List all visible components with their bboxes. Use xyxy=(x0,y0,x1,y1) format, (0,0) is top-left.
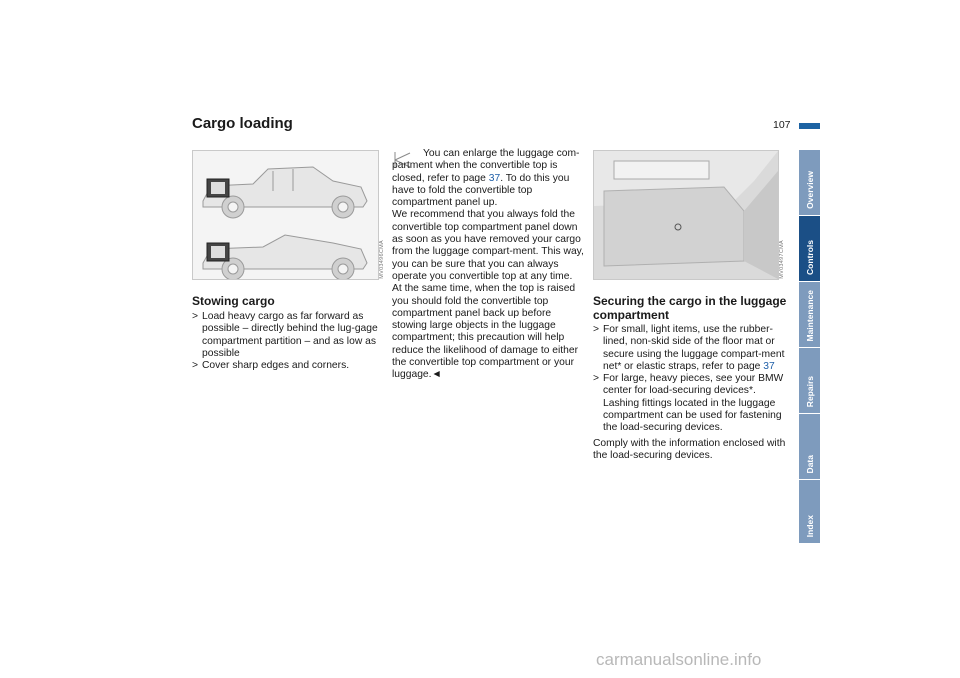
tab-label: Controls xyxy=(804,240,815,275)
note-text: At the same time, when the top is raised you should fold the convertible top compartment panel back up before stowing large objects in the luggage compartment; this precaution will help reduce the likelihood of damage to either the convertible top compartment or your luggage. xyxy=(392,283,579,381)
car-cargo-figure xyxy=(192,150,379,280)
closing-paragraph: Comply with the information enclosed with the load-securing devices. xyxy=(593,437,786,461)
trunk-illustration xyxy=(594,151,778,279)
note-paragraph: We recommend that you always fold the convertible top compartment panel down as soon as you have removed your cargo from the luggage compart-ment. This way, you can be sure that you can always operate you convertible top at any time. xyxy=(392,209,584,282)
bullet-marker: > xyxy=(593,373,600,385)
tab-label: Maintenance xyxy=(804,289,815,341)
tab-label: Data xyxy=(804,454,815,473)
securing-cargo-list xyxy=(593,324,788,462)
list-item xyxy=(192,311,382,360)
bullet-text: For small, light items, use the rubber-lined, non-skid side of the floor mat or secure using the luggage compart-ment net* or elastic straps, refer to page xyxy=(603,324,785,372)
note-paragraph xyxy=(392,148,587,209)
footer-watermark: carmanualsonline.info xyxy=(596,650,762,669)
bullet-marker: > xyxy=(192,360,199,372)
bullet-text: For large, heavy pieces, see your BMW center for load-securing devices*. Lashing fittings located in the luggage compartment can be used for fastening the load-securing devices. xyxy=(603,373,784,434)
bullet-text: Cover sharp edges and corners. xyxy=(202,360,350,372)
note-paragraph xyxy=(392,283,587,381)
tab-label: Overview xyxy=(804,171,815,209)
tab-data[interactable] xyxy=(799,414,820,480)
bullet-marker: > xyxy=(593,324,600,335)
tab-maintenance[interactable] xyxy=(799,282,820,348)
figure-code: MV03496CMA xyxy=(379,240,385,279)
tab-label: Repairs xyxy=(804,375,815,407)
page-link[interactable]: 37 xyxy=(763,360,775,372)
page-number: 107 xyxy=(773,119,791,131)
tab-index[interactable] xyxy=(799,480,820,544)
tab-controls[interactable] xyxy=(799,216,820,282)
stowing-cargo-list xyxy=(192,311,382,372)
list-item xyxy=(593,324,788,373)
page-title: Cargo loading xyxy=(192,115,293,132)
convertible-note xyxy=(392,148,587,382)
note-intro-text: You can enlarge the luggage com-partment when the convertible top is closed, refer to page xyxy=(392,148,580,184)
tab-label: Index xyxy=(804,514,815,537)
end-mark: ◄ xyxy=(431,369,442,381)
section-heading-securing-cargo: Securing the cargo in the luggage compartment xyxy=(593,294,787,322)
page-number-bar xyxy=(799,123,820,129)
car-side-illustration xyxy=(193,151,378,279)
page-link[interactable]: 37 xyxy=(488,172,501,184)
list-item xyxy=(192,360,382,372)
tab-repairs[interactable] xyxy=(799,348,820,414)
bullet-text: Load heavy cargo as far forward as possible – directly behind the lug-gage compartment partition – and as low as possible xyxy=(202,311,378,359)
note-text: . To do this you have to fold the convertible top compartment panel up. xyxy=(392,172,570,209)
bullet-marker: > xyxy=(192,311,199,322)
tab-overview[interactable] xyxy=(799,150,820,216)
list-item xyxy=(593,373,788,434)
section-heading-stowing-cargo: Stowing cargo xyxy=(192,294,275,308)
figure-code: MV03497CMA xyxy=(779,240,785,279)
luggage-compartment-figure xyxy=(593,150,779,280)
